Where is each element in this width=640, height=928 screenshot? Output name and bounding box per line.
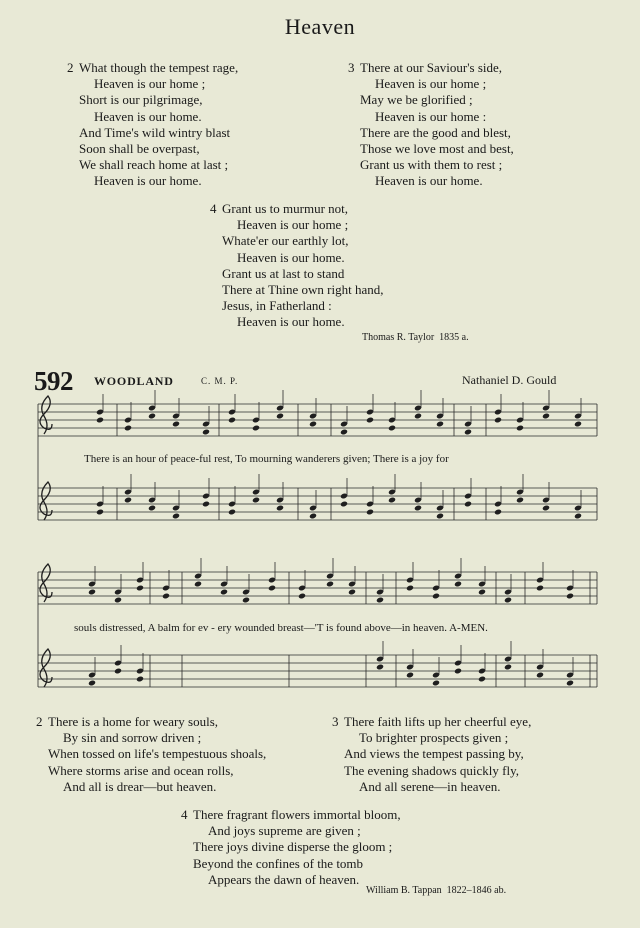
stanza-number: 3	[332, 714, 339, 729]
stanza-line: Where storms arise and ocean rolls,	[48, 762, 234, 778]
note	[202, 429, 210, 436]
stanza-line: There is a home for weary souls,	[48, 714, 219, 729]
note	[252, 497, 260, 504]
note	[96, 509, 104, 516]
note	[268, 585, 276, 592]
stanza-line: There joys divine disperse the gloom ;	[193, 839, 393, 855]
note	[114, 668, 122, 675]
bass-staff-2	[38, 655, 597, 687]
note	[194, 581, 202, 588]
stanza-line: Heaven is our home.	[94, 108, 202, 124]
note	[406, 585, 414, 592]
bass-staff-1	[38, 488, 597, 520]
stanza-line: May we be glorified ;	[360, 92, 473, 108]
stanza-line: Heaven is our home.	[237, 249, 345, 265]
treble-staff-1	[38, 404, 597, 436]
note	[494, 509, 502, 516]
note	[388, 425, 396, 432]
stanza-line: Beyond the confines of the tomb	[193, 855, 364, 871]
note	[228, 509, 236, 516]
stanza-number: 4	[210, 201, 217, 216]
note	[464, 501, 472, 508]
poem2-stanza-3	[332, 714, 532, 795]
note	[478, 589, 486, 596]
note	[566, 680, 574, 687]
note	[162, 593, 170, 600]
note	[366, 509, 374, 516]
note	[124, 425, 132, 432]
stanza-line: And Time's wild wintry blast	[79, 124, 231, 140]
note	[406, 672, 414, 679]
note	[136, 585, 144, 592]
page-title: Heaven	[284, 14, 356, 39]
stanza-number: 3	[348, 60, 355, 75]
note	[202, 501, 210, 508]
note	[432, 593, 440, 600]
note	[88, 680, 96, 687]
stanza-line: Heaven is our home ;	[375, 76, 487, 92]
note	[414, 413, 422, 420]
note	[348, 589, 356, 596]
note	[516, 425, 524, 432]
note	[464, 429, 472, 436]
note	[124, 497, 132, 504]
stanza-number: 2	[36, 714, 43, 729]
note	[494, 417, 502, 424]
note	[542, 413, 550, 420]
stanza-line: When tossed on life's tempestuous shoals,	[48, 746, 267, 762]
note	[414, 505, 422, 512]
stanza-line: Short is our pilgrimage,	[79, 92, 203, 108]
stanza-line: What though the tempest rage,	[79, 60, 239, 75]
stanza-line: By sin and sorrow driven ;	[63, 730, 202, 746]
lyrics-line-2: souls distressed, A balm for ev - ery wounded breast—'T is found above—in heaven. A-MEN.	[74, 622, 488, 634]
stanza-line: Grant us to murmur not,	[222, 201, 349, 216]
note	[536, 585, 544, 592]
poem2-stanza-2	[36, 714, 267, 795]
note	[136, 676, 144, 683]
stanza-number: 4	[181, 807, 188, 822]
stanza-line: And all serene—in heaven.	[359, 778, 501, 794]
stanza-line: Heaven is our home ;	[237, 217, 349, 233]
stanza-line: Heaven is our home.	[375, 173, 483, 189]
meter: C. M. P.	[201, 376, 239, 386]
stanza-line: To brighter prospects given ;	[359, 730, 509, 746]
treble-staff-2	[38, 572, 597, 604]
note	[220, 589, 228, 596]
stanza-line: And views the tempest passing by,	[344, 746, 524, 762]
note	[96, 417, 104, 424]
stanza-line: We shall reach home at last ;	[79, 157, 229, 173]
note	[542, 505, 550, 512]
note	[436, 421, 444, 428]
stanza-line: Those we love most and best,	[360, 141, 514, 157]
stanza-line: Soon shall be overpast,	[79, 141, 200, 157]
stanza-line: There at our Saviour's side,	[360, 60, 503, 75]
lyrics-line-1: There is an hour of peace-ful rest, To mourning wanderers given; There is a joy for	[84, 453, 449, 465]
poem2-credit	[366, 885, 506, 896]
stanza-line: Heaven is our home ;	[94, 76, 206, 92]
stanza-line: Heaven is our home.	[94, 173, 202, 189]
note	[172, 513, 180, 520]
note	[172, 421, 180, 428]
stanza-line: Grant us with them to rest ;	[360, 157, 503, 173]
tune-name: WOODLAND	[94, 374, 174, 388]
note	[228, 417, 236, 424]
stanza-line: Heaven is our home.	[237, 314, 345, 330]
stanza-line: Whate'er our earthly lot,	[222, 233, 349, 249]
note	[276, 505, 284, 512]
note	[309, 513, 317, 520]
stanza-line: And all is drear—but heaven.	[63, 778, 217, 794]
composer: Nathaniel D. Gould	[462, 373, 557, 387]
note	[114, 597, 122, 604]
note	[432, 680, 440, 687]
stanza-line: There fragrant flowers immortal bloom,	[193, 807, 401, 822]
hymn-number: 592	[34, 366, 73, 396]
note	[504, 664, 512, 671]
note	[478, 676, 486, 683]
note	[436, 513, 444, 520]
note	[566, 593, 574, 600]
note	[536, 672, 544, 679]
stanza-line: Appears the dawn of heaven.	[208, 871, 360, 887]
note	[574, 421, 582, 428]
note	[326, 581, 334, 588]
stanza-line: There at Thine own right hand,	[222, 282, 384, 298]
author-name: Thomas R. Taylor	[362, 332, 435, 343]
author-date: 1835 a.	[439, 332, 469, 343]
note	[454, 581, 462, 588]
note	[504, 597, 512, 604]
note	[242, 597, 250, 604]
note	[298, 593, 306, 600]
note	[516, 497, 524, 504]
note	[388, 497, 396, 504]
stanza-line: Grant us at last to stand	[222, 265, 345, 281]
note	[376, 664, 384, 671]
note	[252, 425, 260, 432]
stanza-line: Heaven is our home :	[375, 108, 487, 124]
note	[376, 597, 384, 604]
stanza-line: And joys supreme are given ;	[208, 823, 361, 839]
note	[309, 421, 317, 428]
stanza-line: Jesus, in Fatherland :	[222, 298, 332, 314]
note	[574, 513, 582, 520]
author-name: William B. Tappan	[366, 885, 442, 896]
stanza-line: The evening shadows quickly fly,	[344, 762, 519, 778]
stanza-line: There faith lifts up her cheerful eye,	[344, 714, 532, 729]
note	[340, 429, 348, 436]
note	[148, 505, 156, 512]
note	[88, 589, 96, 596]
note	[340, 501, 348, 508]
stanza-number: 2	[67, 60, 74, 75]
note	[454, 668, 462, 675]
poem2-stanza-4	[181, 807, 401, 888]
note	[148, 413, 156, 420]
note	[366, 417, 374, 424]
note	[276, 413, 284, 420]
stanza-line: There are the good and blest,	[360, 124, 511, 140]
author-date: 1822–1846 ab.	[446, 885, 507, 896]
